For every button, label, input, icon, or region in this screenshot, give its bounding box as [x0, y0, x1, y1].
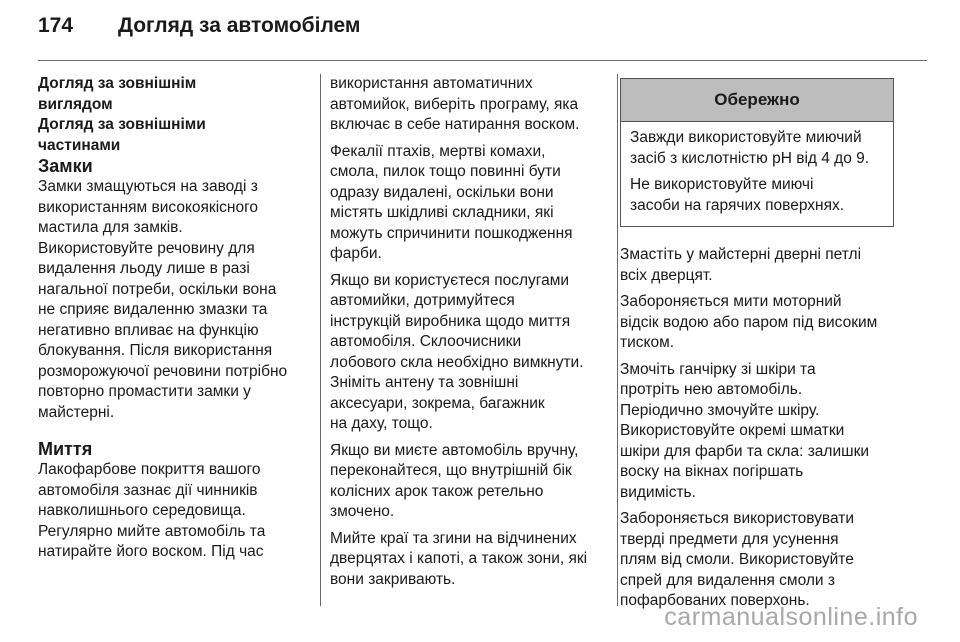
locks-text: Замки змащуються на заводі з використанням високоякісного мастила для замків. Використовуйте речовину для видалення льоду лише в разі нагальної потреби, оскільки вона не сприяє видаленню змазки та негативно впливає на функцію блокування. Після використання розморожуючої речовини потрібно повторно промастити замки у майстерні.: [38, 178, 288, 421]
warning-body: [621, 122, 893, 226]
spacer: [38, 423, 293, 439]
paragraph: Якщо ви користуєтеся послугами автомийки, дотримуйтеся інструкцій виробника щодо миття автомобіля. Склоочисники лобового скла необхідно вимкнути. Зніміть антену та зовнішні аксесуари, зокрема, багажник на даху, тощо.: [330, 271, 584, 432]
section-heading: Догляд за зовнішнім виглядом: [38, 75, 197, 113]
warning-text: Не використовуйте миючі засоби на гарячих поверхнях.: [630, 176, 845, 214]
paragraph: Якщо ви миєте автомобіль вручну, переконайтеся, що внутрішній бік колісних арок також ретельно змочено.: [330, 441, 579, 520]
header-rule: [38, 60, 927, 61]
paragraph: Змастіть у майстерні дверні петлі всіх дверцят.: [620, 246, 862, 284]
paragraph: Забороняється мити моторний відсік водою або паром під високим тиском.: [620, 293, 878, 351]
warning-title: Обережно: [621, 79, 893, 122]
paragraph: Мийте краї та згини на відчинених дверцятах і капоті, а також зони, які вони закривають.: [330, 529, 588, 588]
column-2: [330, 74, 602, 596]
watermark-text: carmanualsonline.info: [664, 603, 918, 631]
column-3-text: [620, 245, 894, 612]
wash-heading: Миття: [38, 439, 93, 459]
paragraph: Фекалії птахів, мертві комахи, смола, пилок тощо повинні бути одразу видалені, оскільки вони містять шкідливі складники, які можуть спричинити пошкодження фарби.: [330, 142, 573, 262]
subsection-heading: Догляд за зовнішніми частинами: [38, 116, 206, 154]
column-3: [620, 74, 894, 618]
page-header: [38, 14, 360, 38]
warning-text: Завжди використовуйте миючий засіб з кислотністю pH від 4 до 9.: [630, 129, 870, 167]
paragraph: Забороняється використовувати тверді предмети для усунення плям від смоли. Використовуйте спрей для видалення смоли з пофарбованих поверхонь.: [620, 510, 854, 609]
paragraph: Змочіть ганчірку зі шкіри та протріть нею автомобіль. Періодично змочуйте шкіру. Використовуйте окремі шматки шкіри для фарби та скла: залишки воску на вікнах погіршать видимість.: [620, 360, 870, 501]
locks-heading: Замки: [38, 156, 93, 176]
column-divider-1: [320, 74, 321, 606]
wash-text: Лакофарбове покриття вашого автомобіля зазнає дії чинників навколишнього середовища. Регулярно мийте автомобіль та натирайте його воском. Під час: [38, 461, 266, 560]
column-divider-2: [617, 74, 618, 606]
paragraph: використання автоматичних автомийок, виберіть програму, яка включає в себе натирання воском.: [330, 75, 580, 133]
header-title: Догляд за автомобілем: [118, 14, 361, 37]
warning-box: [620, 78, 894, 227]
column-1: [38, 74, 293, 563]
page-number: 174: [38, 14, 74, 37]
